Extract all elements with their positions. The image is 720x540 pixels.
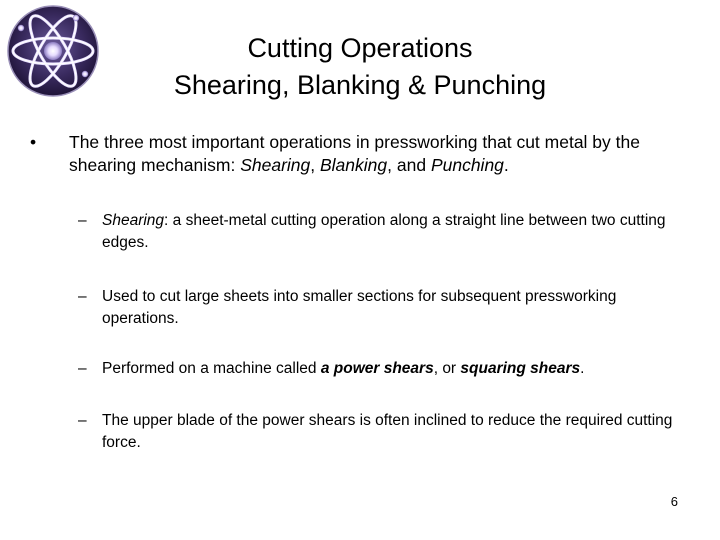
main-bullet-sep1: , <box>310 155 320 175</box>
sub-bullet-4-text: The upper blade of the power shears is often inclined to reduce the required cutting force. <box>102 412 673 451</box>
sub-bullet-1-text <box>102 210 688 254</box>
sub-bullet-1 <box>78 210 688 254</box>
main-bullet-part1: The three most important operations in pressworking that cut metal by the shearing mechanism: <box>69 132 640 175</box>
term-power-shears: a power shears <box>320 360 434 377</box>
sub-bullet-2 <box>78 286 688 330</box>
sub-bullet-3-pre: Performed on a machine called <box>102 360 321 377</box>
term-shearing-definition: Shearing <box>102 212 165 229</box>
dash-marker: – <box>78 288 87 305</box>
title-line-1: Cutting Operations <box>247 33 473 63</box>
main-bullet-sep2: , and <box>387 155 431 175</box>
dash-marker: – <box>78 360 87 377</box>
dash-marker: – <box>78 212 87 229</box>
sub-bullet-1-body: : a sheet-metal cutting operation along a straight line between two cutting edges. <box>102 212 666 251</box>
atom-logo <box>6 4 100 98</box>
sub-bullet-3 <box>78 358 688 380</box>
term-blanking: Blanking <box>320 155 388 175</box>
main-bullet-end: . <box>503 155 509 175</box>
sub-bullet-3-mid: , or <box>433 360 461 377</box>
dash-marker: – <box>78 412 87 429</box>
bullet-marker: • <box>30 132 37 152</box>
main-bullet-text <box>69 131 690 177</box>
atom-icon <box>6 4 100 98</box>
term-shearing: Shearing <box>240 155 311 175</box>
page-number: 6 <box>670 494 678 509</box>
title-line-2: Shearing, Blanking & Punching <box>173 70 547 100</box>
term-squaring-shears: squaring shears <box>460 360 581 377</box>
main-bullet <box>30 131 690 177</box>
sub-bullet-2-text: Used to cut large sheets into smaller sections for subsequent pressworking operations. <box>102 288 617 327</box>
sub-bullet-4 <box>78 410 688 454</box>
sub-bullet-3-end: . <box>580 360 585 377</box>
slide-title <box>100 30 620 104</box>
term-punching: Punching <box>430 155 504 175</box>
sub-bullet-3-text <box>102 358 688 380</box>
